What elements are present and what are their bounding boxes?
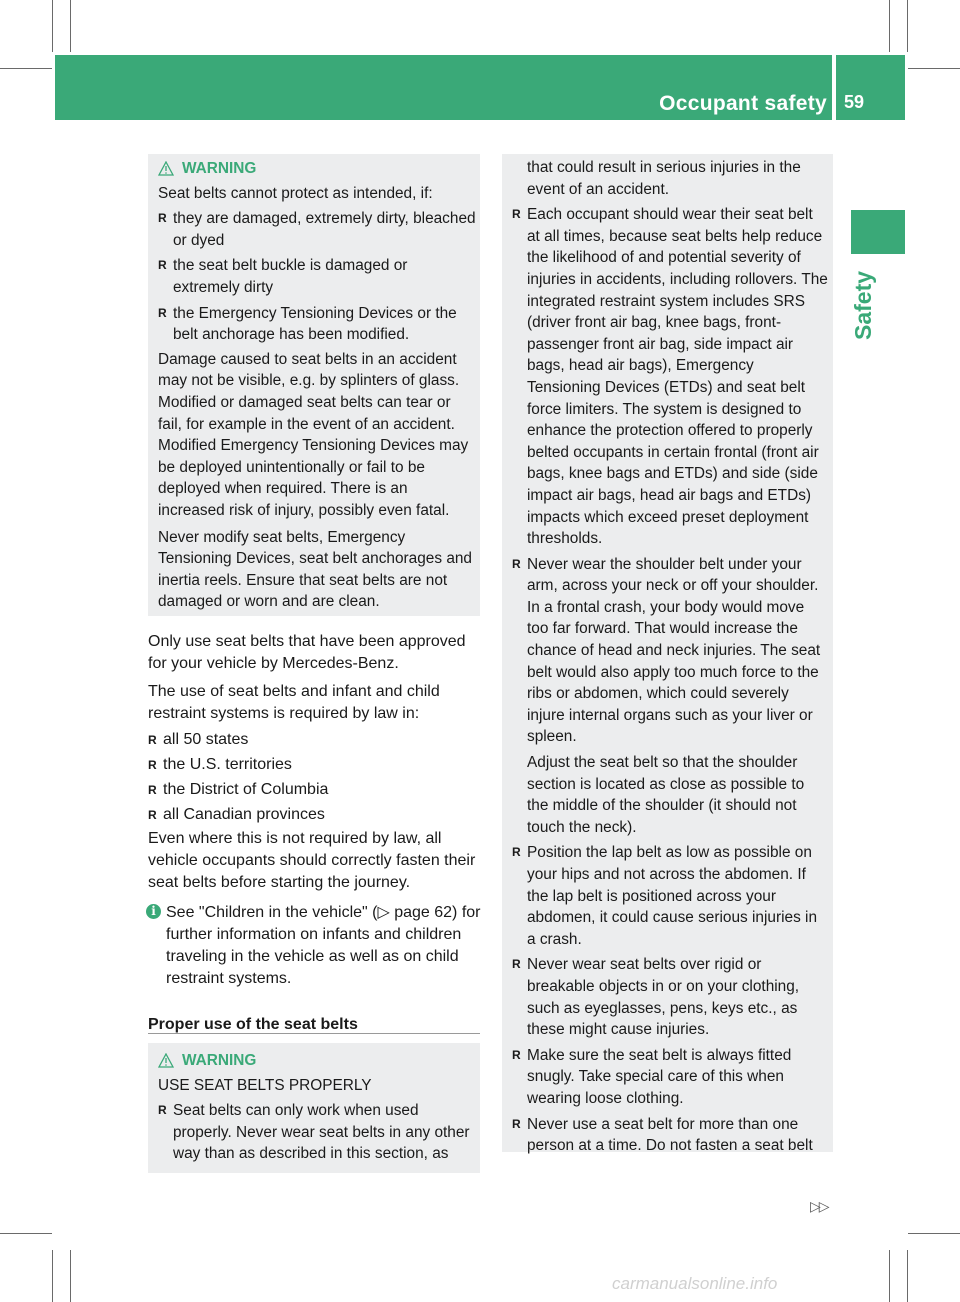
warning-content-continued	[512, 157, 828, 1157]
page-header	[55, 55, 905, 120]
watermark: carmanualsonline.info	[612, 1274, 778, 1293]
list-item: R they are damaged, extremely dirty, bleached or dyed	[158, 208, 476, 251]
list-item: R Position the lap belt as low as possible on your hips and not across the abdomen. If the lap belt is positioned across your abdomen, it could cause serious injuries in a crash.	[512, 842, 828, 950]
info-note-text: See "Children in the vehicle" (▷ page 62) for further information on infants and children traveling in the vehicle as well as on child restraint systems.	[166, 904, 481, 987]
crop-mark	[70, 1250, 71, 1302]
section-tab-block	[851, 210, 905, 254]
list-item: R Never wear the shoulder belt under your arm, across your neck or off your shoulder. In a frontal crash, your body would move too far forward. That would increase the chance of head and neck injuries. The seat belt would also apply too much force to the ribs or abdomen, which could severely injure internal organs such as your liver or spleen.	[512, 554, 828, 748]
crop-mark	[908, 68, 960, 69]
header-divider	[832, 55, 836, 120]
list-item: R all 50 states	[148, 729, 482, 751]
list-item: R all Canadian provinces	[148, 804, 482, 826]
crop-mark	[908, 1233, 960, 1234]
warning-paragraph: Damage caused to seat belts in an accident may not be visible, e.g. by splinters of glass. Modified or damaged seat belts can tear or fail, for example in the event of an accident. Modified Emergency Tensioning Devices may be deployed unintentionally or fail to be deployed when required. There is an increased risk of injury, possibly even fatal.	[158, 350, 469, 519]
warning-heading	[158, 1050, 476, 1072]
list-item: R the Emergency Tensioning Devices or the belt anchorage has been modified.	[158, 303, 476, 346]
section-rule	[148, 1033, 480, 1034]
warning-label: WARNING	[182, 1052, 257, 1069]
list-item: R the U.S. territories	[148, 754, 482, 776]
sub-paragraph: Adjust the seat belt so that the shoulder section is located as close as possible to the middle of the shoulder (it should not touch the neck).	[527, 754, 805, 836]
page-title: Occupant safety	[659, 92, 827, 115]
list-item: R Make sure the seat belt is always fitted snugly. Take special care of this when wearing loose clothing.	[512, 1045, 828, 1110]
crop-mark	[52, 0, 53, 52]
warning-heading	[158, 158, 476, 180]
crop-mark	[889, 0, 890, 52]
info-circle-icon: i	[146, 904, 161, 919]
warning-triangle-icon	[158, 161, 174, 176]
list-item: R the District of Columbia	[148, 779, 482, 801]
warning-content	[158, 1050, 476, 1165]
warning-label: WARNING	[182, 160, 257, 177]
info-note	[148, 902, 482, 990]
warning-content	[158, 158, 476, 613]
list-item: R Never use a seat belt for more than one person at a time. Do not fasten a seat belt	[512, 1114, 828, 1157]
warning-intro: USE SEAT BELTS PROPERLY	[158, 1076, 372, 1094]
warning-triangle-icon	[158, 1053, 174, 1068]
list-item: R Never wear seat belts over rigid or breakable objects in or on your clothing, such as eyeglasses, pens, keys etc., as these might cause injuries.	[512, 954, 828, 1040]
body-paragraph: Only use seat belts that have been approved for your vehicle by Mercedes-Benz.	[148, 633, 466, 672]
section-heading: Proper use of the seat belts	[148, 1016, 358, 1033]
warning-intro: Seat belts cannot protect as intended, if:	[158, 184, 433, 202]
crop-mark	[52, 1250, 53, 1302]
continued-text: that could result in serious injuries in the event of an accident.	[527, 159, 801, 198]
body-text-block	[148, 631, 482, 990]
continue-arrow-icon: ▷▷	[810, 1198, 828, 1214]
list-item: R Seat belts can only work when used properly. Never wear seat belts in any other way than as described in this section, as	[158, 1100, 476, 1165]
section-tab-label: Safety	[850, 270, 876, 340]
warning-paragraph: Never modify seat belts, Emergency Tensioning Devices, seat belt anchorages and inertia reels. Ensure that seat belts are not damaged or worn and are clean.	[158, 528, 472, 611]
crop-mark	[0, 1233, 52, 1234]
body-paragraph: Even where this is not required by law, all vehicle occupants should correctly fasten their seat belts before starting the journey.	[148, 830, 476, 891]
crop-mark	[907, 0, 908, 52]
list-item: R the seat belt buckle is damaged or extremely dirty	[158, 255, 476, 298]
body-paragraph: The use of seat belts and infant and child restraint systems is required by law in:	[148, 683, 440, 722]
crop-mark	[0, 68, 52, 69]
crop-mark	[889, 1250, 890, 1302]
crop-mark	[907, 1250, 908, 1302]
list-item: R Each occupant should wear their seat belt at all times, because seat belts help reduce the likelihood of and potential severity of injuries in accidents, including rollovers. The integrated restraint system includes SRS (driver front air bag, knee bags, front-passenger front air bag, side impact air bags, head air bags), Emergency Tensioning Devices (ETDs) and seat belt force limiters. The system is designed to enhance the protection offered to properly belted occupants in certain frontal (front air bags, knee bags and ETDs) and side (side impact air bags, head air bags and ETDs) impacts which exceed preset deployment thresholds.	[512, 204, 828, 550]
crop-mark	[70, 0, 71, 52]
page-number: 59	[844, 92, 865, 112]
